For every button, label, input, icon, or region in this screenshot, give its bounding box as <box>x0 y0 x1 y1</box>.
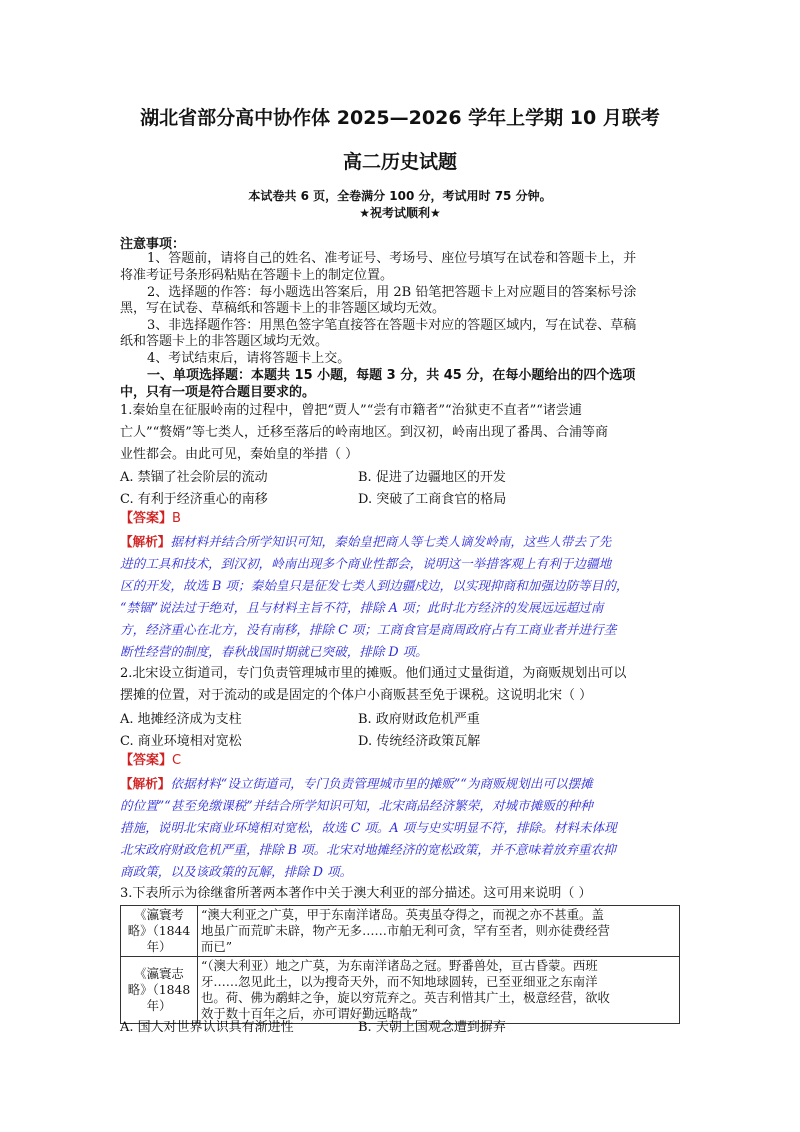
q1-analysis-line: 进的工具和技术，到汉初，岭南出现多个商业性都会，说明这一举措客观上有利于边疆地 <box>120 556 612 571</box>
table-cell-text <box>198 957 680 1024</box>
source-line: 略》（1844 <box>127 923 191 938</box>
exam-info: 本试卷共 6 页，全卷满分 100 分，考试用时 75 分钟。 <box>248 189 552 203</box>
quote-line: “澳大利亚之广莫，甲于东南洋诸岛。英夷虽夺得之，而视之亦不甚重。盖 <box>201 907 604 922</box>
q1-stem-line: 亡人”“赘婿”等七类人，迁移至落后的岭南地区。到汉初，岭南出现了番禺、合浦等商 <box>120 425 608 440</box>
section-heading-line1: 一、单项选择题：本题共 15 小题，每题 3 分，共 45 分，在每小题给出的四个选项 <box>147 368 636 383</box>
q2-analysis-line: 措施，说明北宋商业环境相对宽松，故选 C 项。A 项与史实明显不符，排除。材料未体现 <box>120 820 617 835</box>
analysis-text: 依据材料“设立街道司，专门负责管理城市里的摊贩”“为商贩规划出可以摆摊 <box>170 776 593 791</box>
note-line: 黑，写在试卷、草稿纸和答题卡上的非答题区域均无效。 <box>120 301 446 316</box>
answer-tag: 【答案】 <box>120 511 173 526</box>
q2-answer <box>120 752 181 769</box>
source-line: 年） <box>146 939 172 954</box>
q2-stem-line: 摆摊的位置，对于流动的或是固定的个体户小商贩甚至免于课税。这说明北宋（ ） <box>120 688 593 703</box>
table-row <box>121 957 680 1024</box>
q1-option-a: A. 禁锢了社会阶层的流动 <box>120 470 268 485</box>
source-line: 略》（1848 <box>127 982 191 997</box>
q1-analysis-line: 方，经济重心在北方，没有南移，排除 C 项；工商食官是商周政府占有工商业者并进行垄 <box>120 622 617 637</box>
table-cell-source <box>121 906 198 957</box>
q2-option-c: C. 商业环境相对宽松 <box>120 734 242 749</box>
q2-option-a: A. 地摊经济成为支柱 <box>120 712 242 727</box>
quote-line: “（澳大利亚）地之广莫，为东南洋诸岛之冠。野番兽处，亘古昏蒙。西班 <box>201 958 598 973</box>
quote-line: 地虽广而荒旷未辟，物产无多……市舶无利可贪，罕有至者，则亦徒费经营 <box>201 923 610 938</box>
q1-option-d: D. 突破了工商食官的格局 <box>358 492 507 507</box>
note-line: 纸和答题卡上的非答题区域均无效。 <box>120 334 329 349</box>
quote-line: 而已” <box>201 939 233 954</box>
q3-option-a: A. 国人对世界认识具有渐进性 <box>120 1020 294 1035</box>
quote-line: 牙……忽见此土，以为搜奇天外，而不知地球圆转，已至亚细亚之东南洋 <box>201 974 598 989</box>
note-line: 3、非选择题作答：用黑色签字笔直接答在答题卡对应的答题区域内，写在试卷、草稿 <box>147 318 637 333</box>
section-heading-line2: 中，只有一项是符合题目要求的。 <box>120 385 316 400</box>
q2-option-d: D. 传统经济政策瓦解 <box>358 734 481 749</box>
q1-analysis-line: 区的开发，故选 B 项；秦始皇只是征发七类人到边疆戍边，以实现抑商和加强边防等目的， <box>120 578 629 593</box>
q1-answer <box>120 510 181 527</box>
source-line: 《瀛寰考 <box>134 907 184 922</box>
answer-value: C <box>172 753 182 768</box>
exam-title: 湖北省部分高中协作体 2025—2026 学年上学期 10 月联考 <box>140 107 660 129</box>
q2-option-b: B. 政府财政危机严重 <box>358 712 480 727</box>
quote-line: 效于数十百年之后，亦可谓好勤远略哉” <box>201 1006 418 1021</box>
table-cell-text <box>198 906 680 957</box>
answer-value: B <box>172 511 181 526</box>
q3-table <box>120 905 680 1024</box>
q1-analysis-line: 断性经营的制度，春秋战国时期就已突破，排除 D 项。 <box>120 644 428 659</box>
analysis-tag: 【解析】 <box>120 776 171 791</box>
source-line: 《瀛寰志 <box>134 966 184 981</box>
quote-line: 也。荷、佛为鹬蚌之争，旋以穷荒弃之。英吉利惜其广土，极意经营，欲收 <box>201 990 610 1005</box>
q2-analysis-line: 的位置”“甚至免缴课税”并结合所学知识可知，北宋商品经济繁荣，对城市摊贩的种种 <box>120 798 593 813</box>
q3-option-b: B. 天朝上国观念遭到摒弃 <box>358 1020 506 1035</box>
source-line: 年） <box>146 998 172 1013</box>
q2-stem-line: 2.北宋设立街道司，专门负责管理城市里的摊贩。他们通过丈量街道，为商贩规划出可以 <box>120 666 627 681</box>
table-row <box>121 906 680 957</box>
exam-subtitle: 高二历史试题 <box>342 151 457 173</box>
note-line: 将准考证号条形码粘贴在答题卡上的制定位置。 <box>120 268 394 283</box>
analysis-text: 据材料并结合所学知识可知，秦始皇把商人等七类人谪发岭南，这些人带去了先 <box>170 534 612 549</box>
q1-analysis-line <box>120 533 611 550</box>
q3-stem: 3.下表所示为徐继畬所著两本著作中关于澳大利亚的部分描述。这可用来说明（ ） <box>120 886 592 901</box>
note-line: 1、答题前，请将自己的姓名、准考证号、考场号、座位号填写在试卷和答题卡上，并 <box>147 251 637 266</box>
q1-option-c: C. 有利于经济重心的南移 <box>120 492 268 507</box>
note-line: 2、选择题的作答：每小题选出答案后，用 2B 铅笔把答题卡上对应题目的答案标号涂 <box>147 285 637 300</box>
q1-stem-line: 1.秦始皇在征服岭南的过程中，曾把“贾人”“尝有市籍者”“治狱吏不直者”“诸尝逋 <box>120 403 582 418</box>
q2-analysis-line: 北宋政府财政危机严重，排除 B 项。北宋对地摊经济的宽松政策，并不意味着放弃重农抑 <box>120 842 616 857</box>
q1-analysis-line: “禁锢”说法过于绝对，且与材料主旨不符，排除 A 项；此时北方经济的发展远远超过南 <box>120 600 604 615</box>
note-line: 4、考试结束后，请将答题卡上交。 <box>147 351 351 366</box>
q2-analysis-line: 商政策，以及该政策的瓦解，排除 D 项。 <box>120 864 353 879</box>
answer-tag: 【答案】 <box>120 753 173 768</box>
analysis-tag: 【解析】 <box>120 534 171 549</box>
table-cell-source <box>121 957 198 1024</box>
q2-analysis-line <box>120 775 593 792</box>
exam-wish: ★祝考试顺利★ <box>359 206 441 220</box>
q1-option-b: B. 促进了边疆地区的开发 <box>358 470 506 485</box>
notes-heading: 注意事项： <box>120 237 186 252</box>
q1-stem-line: 业性都会。由此可见，秦始皇的举措（ ） <box>120 447 359 462</box>
